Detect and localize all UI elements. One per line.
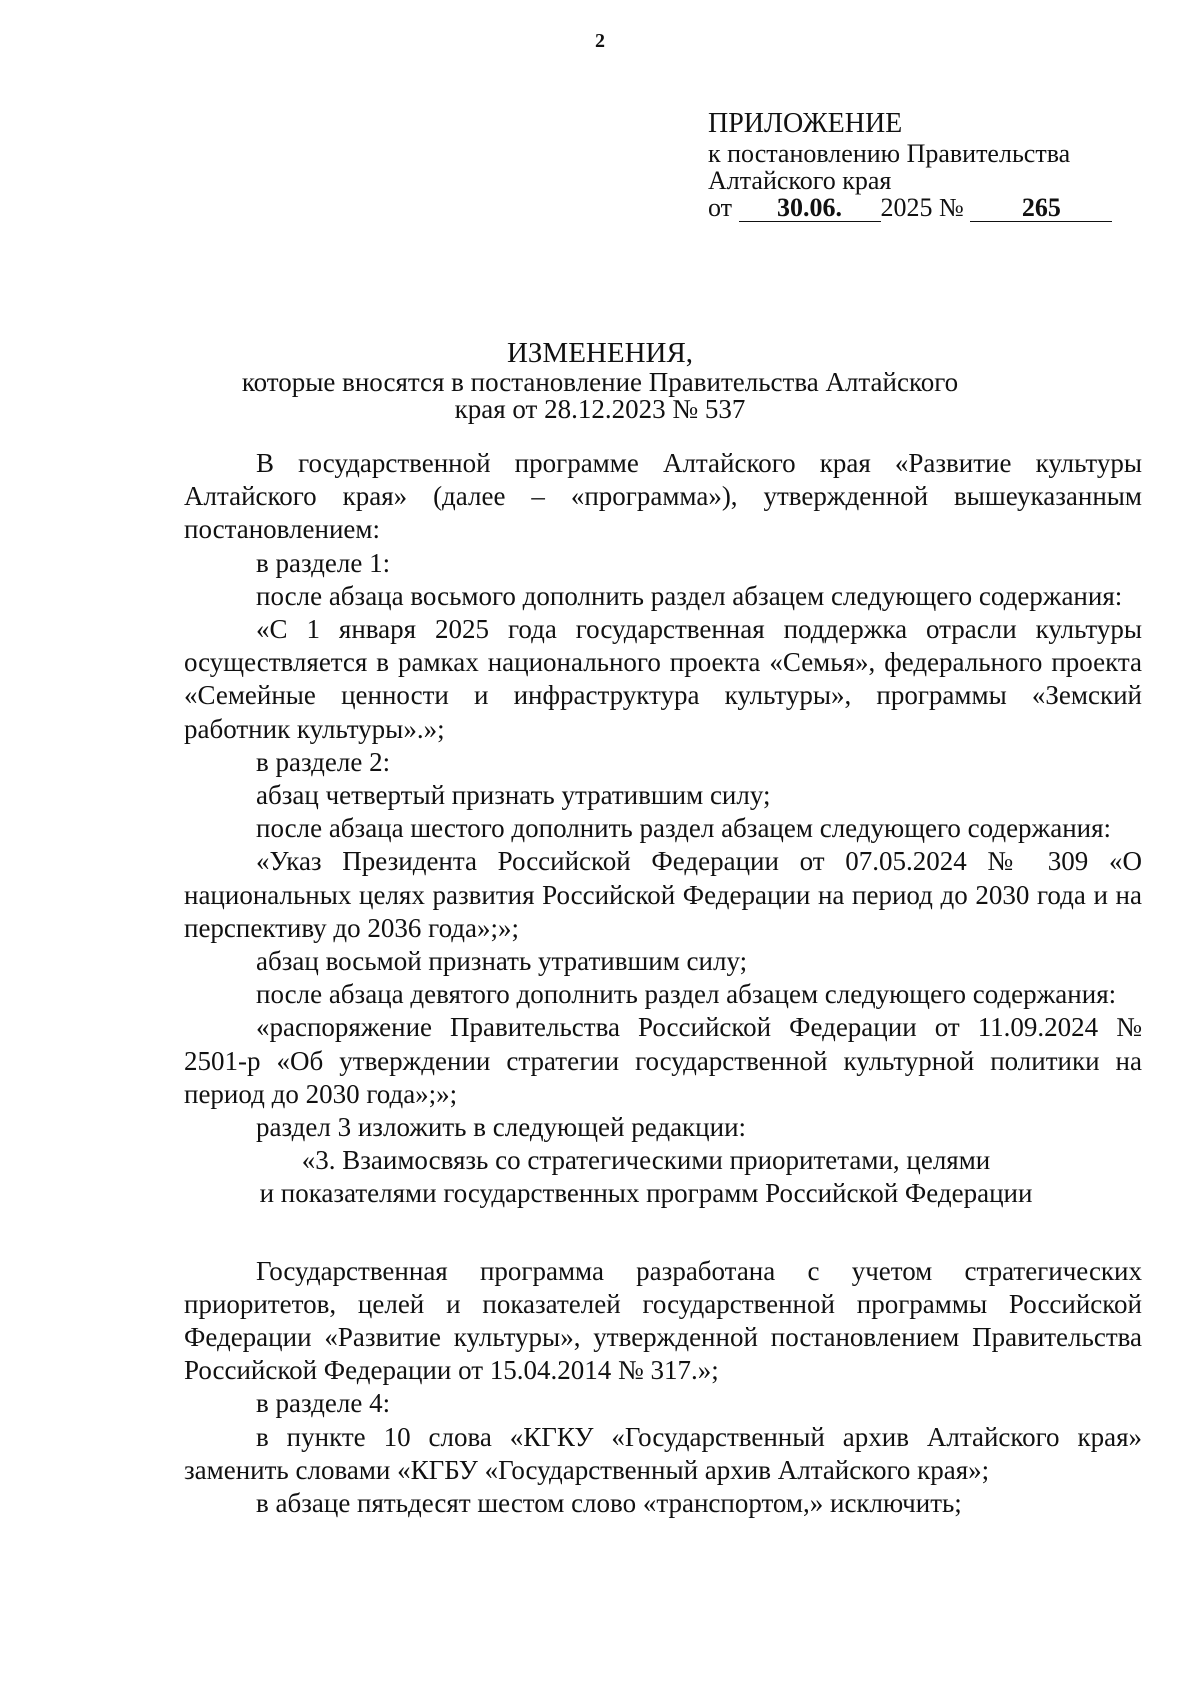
paragraph: абзац четвертый признать утратившим силу; xyxy=(256,780,771,811)
section-title-line-2: и показателями государственных программ Российской Федерации xyxy=(259,1178,1033,1209)
page-number: 2 xyxy=(595,30,605,52)
heading-subtitle-line-1: которые вносятся в постановление Правительства Алтайского xyxy=(241,367,959,397)
section-title-line-1: «3. Взаимосвязь со стратегическими приоритетами, целями xyxy=(301,1145,991,1176)
paragraph: «распоряжение Правительства Российской Федерации от 11.09.2024 № 2501-р «Об утверждении стратегии государственной культурной политики на период до 2030 года»;»; xyxy=(184,1012,1142,1109)
number-sign: № xyxy=(939,193,964,222)
attachment-line-2: Алтайского края xyxy=(708,166,892,195)
date-field: 30.06. xyxy=(739,195,881,222)
attachment-title: ПРИЛОЖЕНИЕ xyxy=(708,108,903,139)
paragraph: «Указ Президента Российской Федерации от 07.05.2024 № 309 «О национальных целях развития Российской Федерации на период до 2030 года и на перспективу до 2036 года»;»; xyxy=(184,846,1142,943)
paragraph: в разделе 4: xyxy=(256,1388,391,1419)
number-field: 265 xyxy=(970,195,1112,222)
paragraph: после абзаца восьмого дополнить раздел абзацем следующего содержания: xyxy=(256,580,1123,611)
from-label: от xyxy=(708,193,733,222)
paragraph: в абзаце пятьдесят шестом слово «транспортом,» исключить; xyxy=(256,1488,962,1519)
paragraph: после абзаца девятого дополнить раздел абзацем следующего содержания: xyxy=(256,979,1117,1010)
spacer xyxy=(184,1211,1142,1255)
paragraph: после абзаца шестого дополнить раздел абзацем следующего содержания: xyxy=(256,813,1112,844)
paragraph: В государственной программе Алтайского края «Развитие культуры Алтайского края» (далее – «программа»), утвержденной вышеуказанным постановлением: xyxy=(184,448,1142,545)
paragraph: в пункте 10 слова «КГКУ «Государственный архив Алтайского края» заменить словами «КГБУ «Государственный архив Алтайского края»; xyxy=(184,1421,1142,1485)
paragraph: раздел 3 изложить в следующей редакции: xyxy=(256,1112,747,1143)
heading-title: ИЗМЕНЕНИЯ, xyxy=(506,337,694,369)
attachment-block xyxy=(708,108,1148,222)
attachment-line-1: к постановлению Правительства xyxy=(708,139,1071,168)
paragraph: в разделе 2: xyxy=(256,746,391,777)
paragraph: в разделе 1: xyxy=(256,547,391,578)
document-heading xyxy=(0,338,1200,423)
paragraph: Государственная программа разработана с учетом стратегических приоритетов, целей и показателей государственной программы Российской Федерации «Развитие культуры», утвержденной постановлением Правительства Российской Федерации от 15.04.2014 № 317.»; xyxy=(184,1255,1142,1386)
year: 2025 xyxy=(880,193,933,222)
document-body xyxy=(184,447,1142,1520)
paragraph: «С 1 января 2025 года государственная поддержка отрасли культуры осуществляется в рамках национального проекта «Семья», федерального проекта «Семейные ценности и инфраструктура культуры», программы «Земский работник культуры».»; xyxy=(184,614,1142,744)
paragraph: абзац восьмой признать утратившим силу; xyxy=(256,946,748,977)
heading-subtitle-line-2: края от 28.12.2023 № 537 xyxy=(454,394,746,424)
attachment-date-line xyxy=(708,194,1148,222)
